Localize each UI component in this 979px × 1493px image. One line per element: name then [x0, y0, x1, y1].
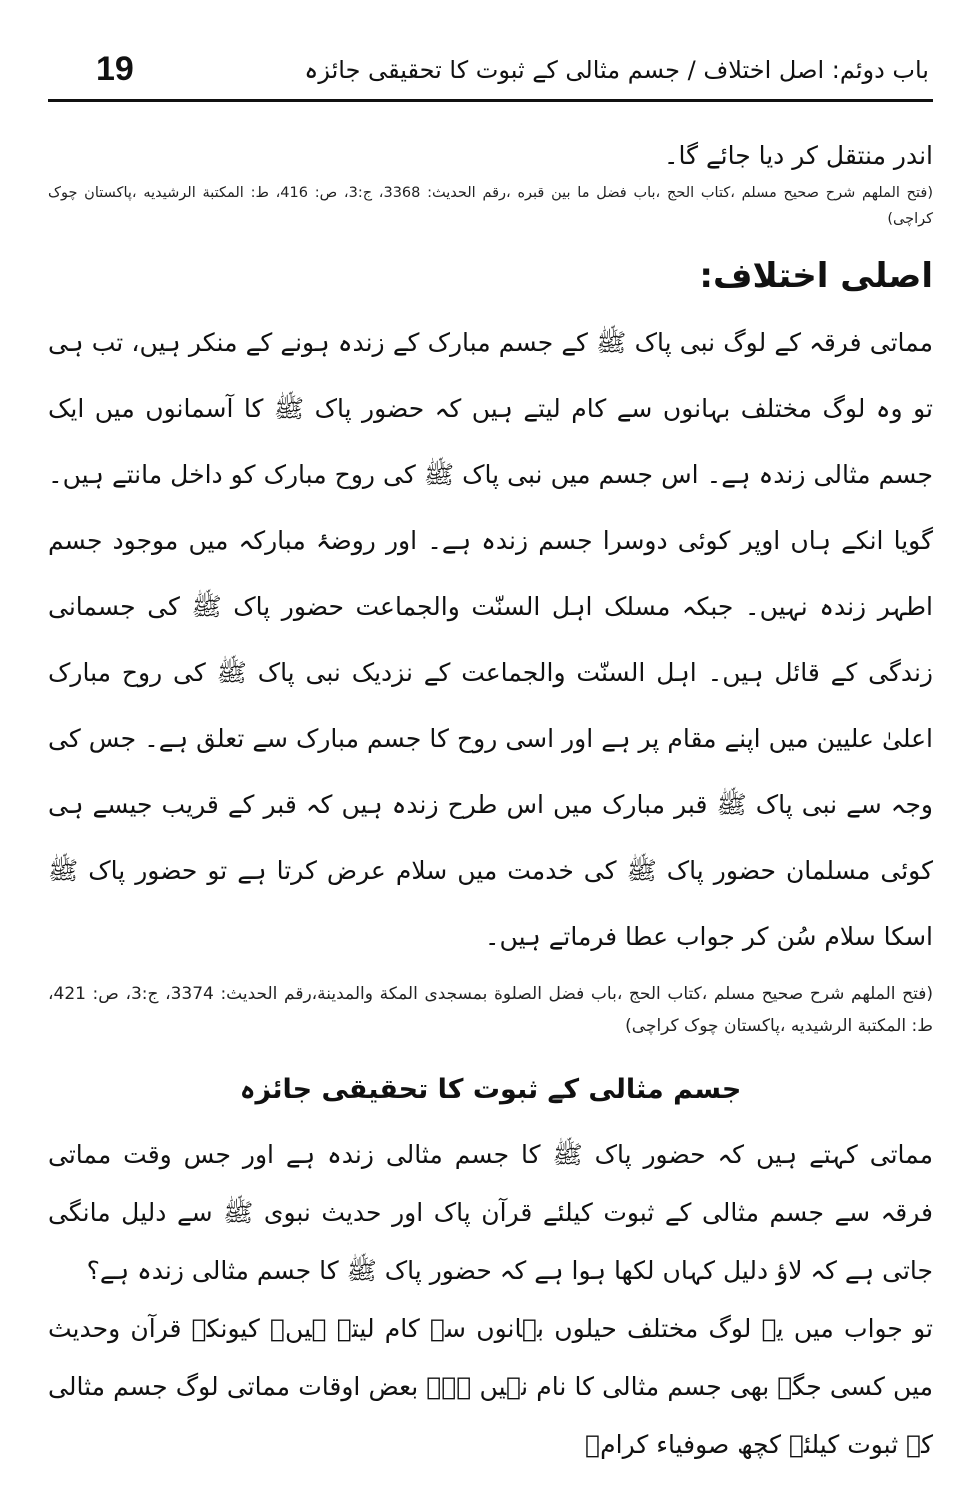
section-heading: جسم مثالی کے ثبوت کا تحقیقی جائزہ	[239, 1074, 742, 1105]
continuation-line: اندر منتقل کر دیا جائے گا۔	[663, 141, 933, 170]
page-number: 19	[96, 50, 134, 88]
body-paragraph: مماتی فرقہ کے لوگ نبی پاک ﷺ کے جسم مبارک کے زندہ ہونے کے منکر ہیں، تب ہی تو وہ لوگ مختلف بہانوں سے کام لیتے ہیں کہ حضور پاک ﷺ کا آسمانوں میں ایک جسم مثالی زندہ ہے۔ اس جسم میں نبی پاک ﷺ کی روح مبارک کو داخل مانتے ہیں۔ گویا انکے ہاں اوپر کوئی دوسرا جسم زندہ ہے۔ اور روضۂ مبارکہ میں موجود جسم اطہر زندہ نہیں۔ جبکہ مسلک اہل السنّت والجماعت حضور پاک ﷺ کی جسمانی زندگی کے قائل ہیں۔ اہل السنّت والجماعت کے نزدیک نبی پاک ﷺ کی روح مبارک اعلیٰ علیین میں اپنے مقام پر ہے اور اسی روح کا جسم مبارک سے تعلق ہے۔ جس کی وجہ سے نبی پاک ﷺ قبر مبارک میں اس طرح زندہ ہیں کہ قبر کے قریب جیسے ہی کوئی مسلمان حضور پاک ﷺ کی خدمت میں سلام عرض کرتا ہے تو حضور پاک ﷺ اسکا سلام سُن کر جواب عطا فرماتے ہیں۔	[48, 328, 933, 951]
body-paragraph: تو جواب میں یہ لوگ مختلف حیلوں بہانوں سے کام لیتے ہیں۔ کیونکہ قرآن وحدیث میں کسی جگہ بھی جسم مثالی کا نام نہیں ہے۔ بعض اوقات مماتی لوگ جسم مثالی کے ثبوت کیلئے کچھ صوفیاء کرامؒ	[48, 1314, 933, 1459]
reference-citation: (فتح الملهم شرح صحيح مسلم ،كتاب الحج ،باب فضل ما بين قبره ،رقم الحديث: 3368، ج:3، ص: 416، ط: المكتبة الرشيديه ،پاكستان چوک كراچی)	[48, 185, 933, 227]
header-rule	[48, 99, 933, 102]
running-title: باب دوئم: اصل اختلاف / جسم مثالی کے ثبوت کا تحقیقی جائزہ	[304, 56, 929, 84]
page-header	[48, 44, 933, 102]
page-content	[48, 128, 933, 1474]
body-paragraph: مماتی کہتے ہیں کہ حضور پاک ﷺ کا جسم مثالی زندہ ہے اور جس وقت مماتی فرقہ سے جسم مثالی کے ثبوت کیلئے قرآن پاک اور حدیث نبوی ﷺ سے دلیل مانگی جاتی ہے کہ لاؤ دلیل کہاں لکھا ہوا ہے کہ حضور پاک ﷺ کا جسم مثالی زندہ ہے؟	[48, 1140, 933, 1285]
reference-citation: (فتح الملهم شرح صحيح مسلم ،كتاب الحج ،باب فضل الصلوة بمسجدى المكة والمدينة،رقم الحديث: 3374، ج:3، ص: 421، ط: المكتبة الرشيديه ،پاكستان چوک كراچی)	[48, 984, 934, 1036]
section-heading: اصلی اختلاف:	[699, 256, 933, 296]
